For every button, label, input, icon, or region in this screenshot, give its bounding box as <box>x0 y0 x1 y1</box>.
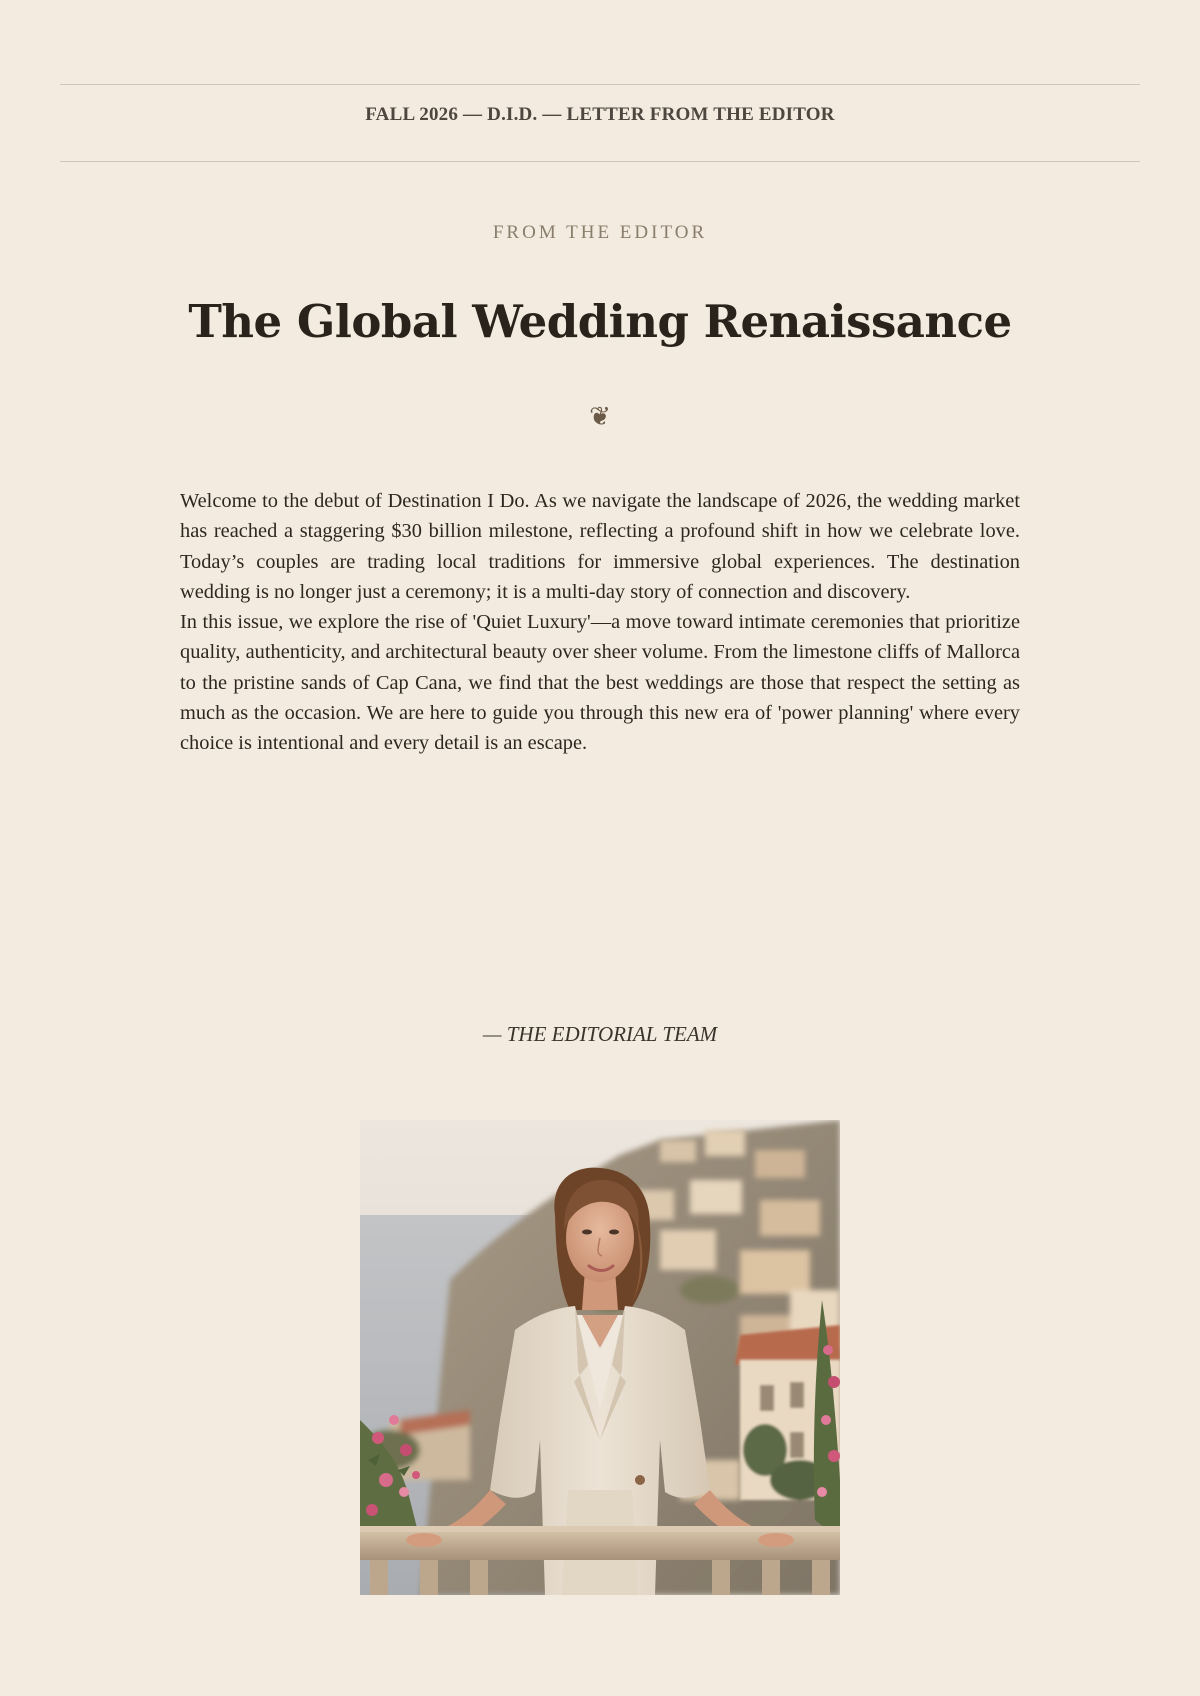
running-head: FALL 2026 — D.I.D. — LETTER FROM THE EDITOR <box>365 104 835 125</box>
paragraph-quiet-luxury: In this issue, we explore the rise of 'Quiet Luxury'—a move toward intimate ceremonies that prioritize quality, authenticity, and architectural beauty over sheer volume. From the limestone cliffs of Mallorca to the pristine sands of Cap Cana, we find that the best weddings are those that respect the setting as much as the occasion. We are here to guide you through this new era of 'power planning' where every choice is intentional and every detail is an escape. <box>180 611 1020 755</box>
article-title: The Global Wedding Renaissance <box>188 295 1012 348</box>
fleuron-icon: ❦ <box>589 402 611 432</box>
article-body <box>180 486 1020 759</box>
header-rule-bottom <box>60 161 1140 162</box>
header-rule-top <box>60 84 1140 85</box>
editor-portrait-photo <box>360 1120 840 1595</box>
paragraph-intro: Welcome to the debut of Destination I Do. As we navigate the landscape of 2026, the wedding market has reached a staggering $30 billion milestone, reflecting a profound shift in how we celebrate love. Today’s couples are trading local traditions for immersive global experiences. The destination wedding is no longer just a ceremony; it is a multi-day story of connection and discovery. <box>180 490 1020 603</box>
section-kicker: FROM THE EDITOR <box>492 222 708 243</box>
editorial-signoff: — THE EDITORIAL TEAM <box>482 1022 718 1046</box>
